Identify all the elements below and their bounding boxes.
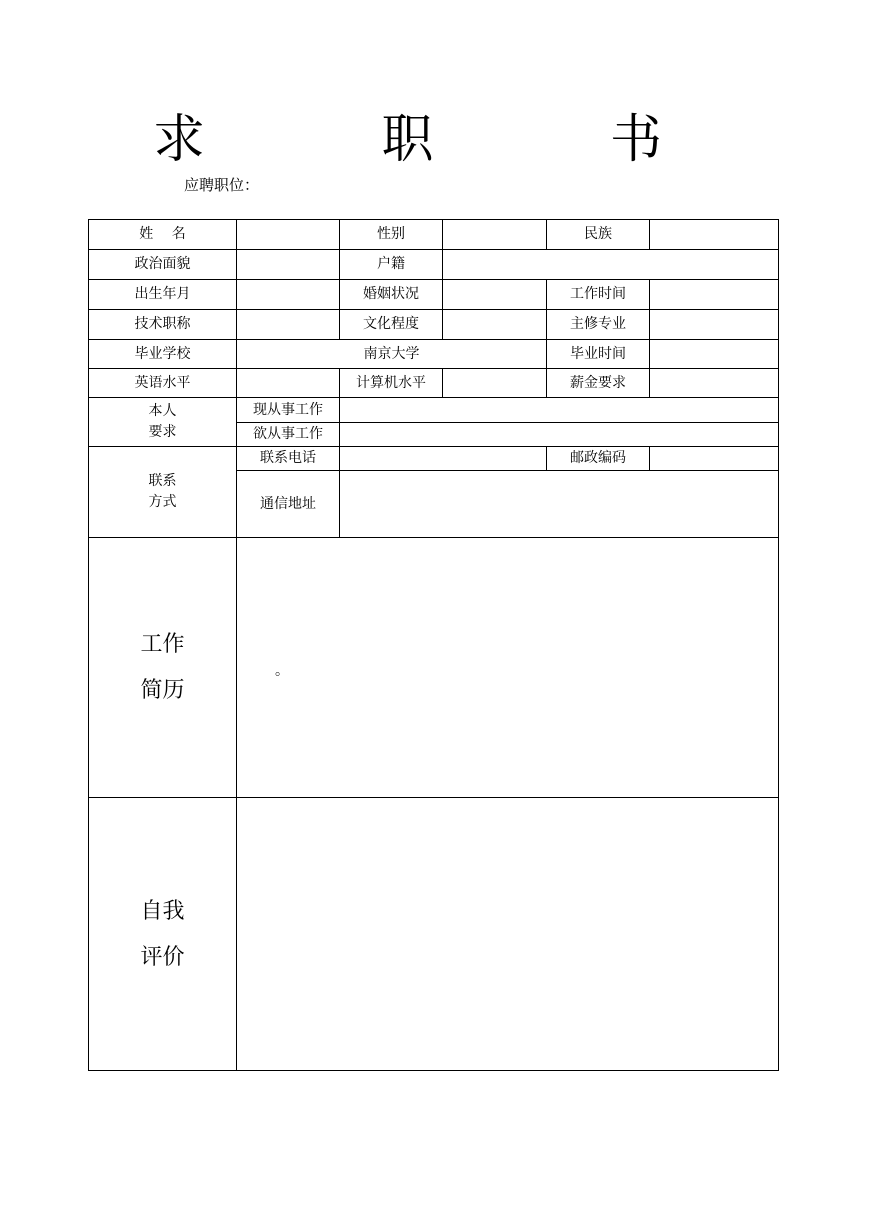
contact-label [88,446,236,537]
current-job-field[interactable] [339,397,779,422]
hukou-label: 户籍 [339,249,442,279]
gender-label: 性别 [339,219,442,249]
birth-label: 出生年月 [88,279,236,309]
ethnicity-field[interactable] [649,219,779,249]
salary-field[interactable] [649,368,779,397]
name-label: 姓 名 [88,219,236,249]
grad-time-label: 毕业时间 [546,339,649,368]
name-field[interactable] [236,219,339,249]
computer-label: 计算机水平 [339,368,442,397]
computer-field[interactable] [442,368,546,397]
marital-field[interactable] [442,279,546,309]
english-field[interactable] [236,368,339,397]
self-evaluation-line1: 自我 [140,898,185,924]
major-label: 主修专业 [546,309,649,339]
english-label: 英语水平 [88,368,236,397]
school-label: 毕业学校 [88,339,236,368]
politics-field[interactable] [236,249,339,279]
self-evaluation-label [88,797,236,1071]
self-evaluation-field[interactable] [236,797,779,1071]
hukou-field[interactable] [442,249,779,279]
address-label: 通信地址 [236,470,339,537]
gender-field[interactable] [442,219,546,249]
work-time-label: 工作时间 [546,279,649,309]
work-history-label [88,537,236,797]
work-history-line1: 工作 [140,631,185,657]
desired-job-label: 欲从事工作 [236,422,339,446]
work-history-field[interactable] [236,537,779,797]
self-requirements-line1: 本人 [148,403,177,419]
postcode-field[interactable] [649,446,779,470]
salary-label: 薪金要求 [546,368,649,397]
marital-label: 婚姻状况 [339,279,442,309]
work-history-mark: 。 [275,663,289,679]
politics-label: 政治面貌 [88,249,236,279]
document-title: 求 职 书 [152,110,743,170]
work-history-line2: 简历 [140,677,185,703]
grad-time-field[interactable] [649,339,779,368]
phone-field[interactable] [339,446,546,470]
tech-title-label: 技术职称 [88,309,236,339]
contact-line2: 方式 [148,494,177,510]
tech-title-field[interactable] [236,309,339,339]
phone-label: 联系电话 [236,446,339,470]
contact-line1: 联系 [148,473,177,489]
work-time-field[interactable] [649,279,779,309]
ethnicity-label: 民族 [546,219,649,249]
self-requirements-label [88,397,236,446]
self-evaluation-line2: 评价 [140,944,185,970]
self-requirements-line2: 要求 [148,424,177,440]
resume-form-table [88,219,779,1071]
current-job-label: 现从事工作 [236,397,339,422]
postcode-label: 邮政编码 [546,446,649,470]
school-field[interactable]: 南京大学 [236,339,546,368]
education-label: 文化程度 [339,309,442,339]
position-applied-label: 应聘职位： [184,176,260,194]
desired-job-field[interactable] [339,422,779,446]
address-field[interactable] [339,470,779,537]
birth-field[interactable] [236,279,339,309]
education-field[interactable] [442,309,546,339]
major-field[interactable] [649,309,779,339]
